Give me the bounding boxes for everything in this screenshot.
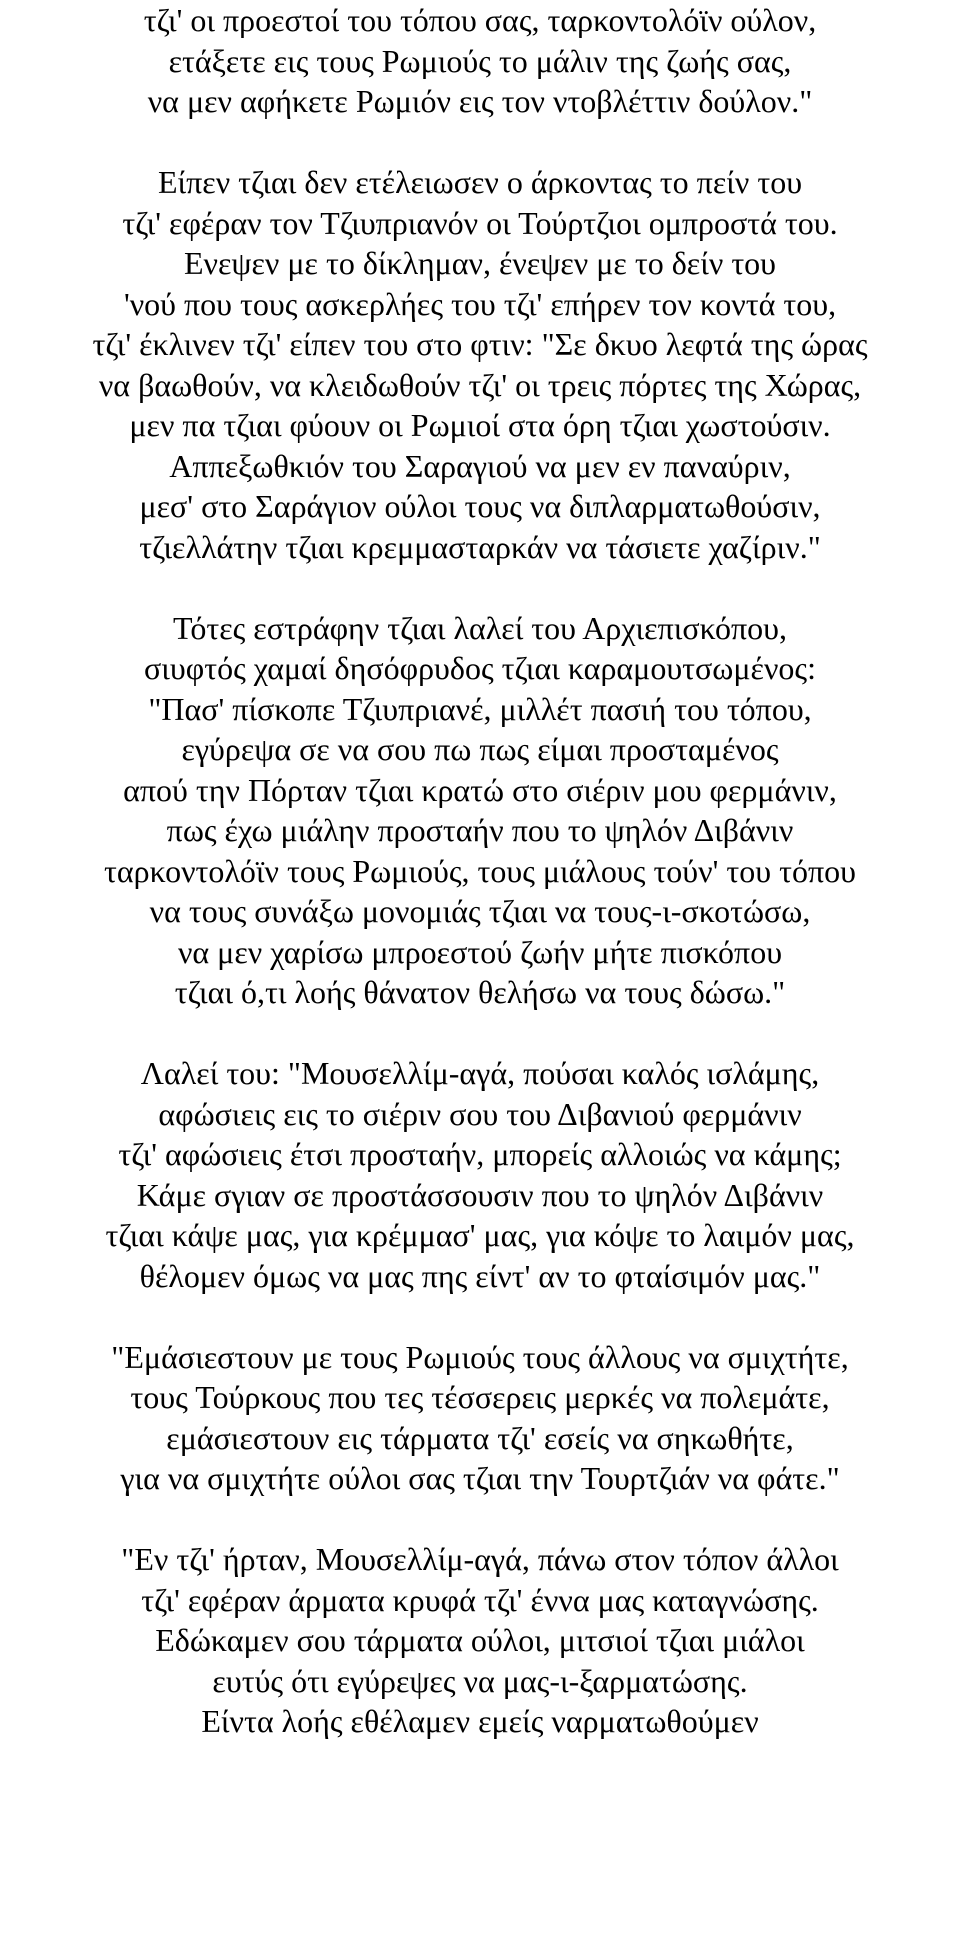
verse-line: να τους συνάξω μονομιάς τζιαι να τους-ι-σκοτώσω, [149, 893, 811, 929]
verse-line: Λαλεί του: "Μουσελλίμ-αγά, πούσαι καλός ισλάμης, [140, 1055, 820, 1091]
stanza-4 [0, 1053, 960, 1296]
verse-line: σιυφτός χαμαί δησόφρυδος τζιαι καραμουτσωμένος: [144, 650, 816, 686]
verse-line: τζι' εφέραν άρματα κρυφά τζι' έννα μας καταγνώσης. [141, 1581, 819, 1618]
verse-line: Είπεν τζιαι δεν ετέλειωσεν ο άρκοντας το πείν του [157, 164, 803, 200]
verse-line: τζιαι ό,τι λοής θάνατον θελήσω να τους δώσω." [174, 974, 786, 1010]
verse-line: θέλομεν όμως να μας πης είντ' αν το φταίσιμόν μας." [139, 1257, 821, 1294]
verse-line: τζι' έκλινεν τζι' είπεν του στο φτιν: "Σε δκυο λεφτά της ώρας [92, 326, 868, 362]
verse-line: 'νού που τους ασκερλήες του τζι' επήρεν τον κοντά του, [123, 285, 837, 322]
verse-line: τζι' αφώσιεις έτσι προσταήν, μπορείς αλλοιώς να κάμης; [118, 1136, 842, 1172]
verse-line: να μεν χαρίσω μπροεστού ζωήν μήτε πισκόπου [177, 933, 783, 970]
verse-line: ταρκοντολόϊν τους Ρωμιούς, τους μιάλους τούν' του τόπου [104, 852, 856, 889]
stanza-2 [0, 162, 960, 567]
verse-line: εμάσιεστουν εις τάρματα τζι' εσείς να σηκωθήτε, [166, 1419, 794, 1456]
verse-line: "Εν τζι' ήρταν, Μουσελλίμ-αγά, πάνω στον τόπον άλλοι [121, 1541, 839, 1577]
verse-line: αφώσιεις εις το σιέριν σου του Διβανιού φερμάνιν [158, 1095, 802, 1132]
verse-line: τους Τούρκους που τες τέσσερεις μερκές να πολεμάτε, [130, 1379, 830, 1415]
stanza-gap [0, 122, 960, 163]
stanza-1 [0, 0, 960, 122]
verse-line: ετάξετε εις τους Ρωμιούς το μάλιν της ζωής σας, [168, 42, 792, 79]
verse-line: τζιελλάτην τζιαι κρεμμασταρκάν να τάσιετε χαζίριν." [139, 528, 821, 565]
verse-line: εγύρεψα σε να σου πω πως είμαι προσταμένος [181, 731, 779, 767]
verse-line: "Εμάσιεστουν με τους Ρωμιούς τους άλλους να σμιχτήτε, [111, 1338, 849, 1375]
verse-line: ευτύς ότι εγύρεψες να μας-ι-ξαρματώσης. [212, 1662, 748, 1699]
verse-line: για να σμιχτήτε ούλοι σας τζιαι την Τουρτζιάν να φάτε." [120, 1460, 840, 1496]
verse-line: απού την Πόρταν τζιαι κρατώ στο σιέριν μου φερμάνιν, [123, 771, 837, 808]
verse-line: τζι' εφέραν τον Τζιυπριανόν οι Τούρτζιοι ομπροστά του. [122, 204, 838, 241]
verse-line: τζι' οι προεστοί του τόπου σας, ταρκοντολόϊν ούλον, [143, 2, 817, 38]
verse-line: να βαωθούν, να κλειδωθούν τζι' οι τρεις πόρτες της Χώρας, [98, 366, 862, 403]
stanza-gap [0, 1499, 960, 1540]
verse-line: Εδώκαμεν σου τάρματα ούλοι, μιτσιοί τζιαι μιάλοι [155, 1622, 805, 1658]
stanza-6 [0, 1539, 960, 1742]
verse-line: Ενεψεν με το δίκλημαν, ένεψεν με το δείν του [183, 245, 777, 281]
stanza-gap [0, 567, 960, 608]
verse-line: πως έχω μιάλην προσταήν που το ψηλόν Διβάνιν [166, 812, 794, 848]
verse-line: Αππεξωθκιόν του Σαραγιού να μεν εν παναύριν, [169, 447, 791, 484]
stanza-3 [0, 608, 960, 1013]
stanza-gap [0, 1296, 960, 1337]
stanza-gap [0, 1013, 960, 1054]
stanza-5 [0, 1337, 960, 1499]
verse-line: Κάμε σγιαν σε προστάσσουσιν που το ψηλόν Διβάνιν [136, 1176, 824, 1213]
verse-line: "Πασ' πίσκοπε Τζιυπριανέ, μιλλέτ πασιή του τόπου, [148, 690, 812, 727]
verse-line: Τότες εστράφην τζιαι λαλεί του Αρχιεπισκόπου, [172, 609, 787, 646]
verse-line: να μεν αφήκετε Ρωμιόν εις τον ντοβλέττιν δούλον." [147, 83, 813, 119]
verse-line: Είντα λοής εθέλαμεν εμείς ναρματωθούμεν [201, 1703, 759, 1739]
verse-line: μεσ' στο Σαράγιον ούλοι τους να διπλαρματωθούσιν, [139, 488, 821, 524]
verse-line: τζιαι κάψε μας, για κρέμμασ' μας, για κόψε το λαιμόν μας, [105, 1217, 855, 1253]
verse-line: μεν πα τζιαι φύουν οι Ρωμιοί στα όρη τζιαι χωστούσιν. [129, 407, 831, 443]
